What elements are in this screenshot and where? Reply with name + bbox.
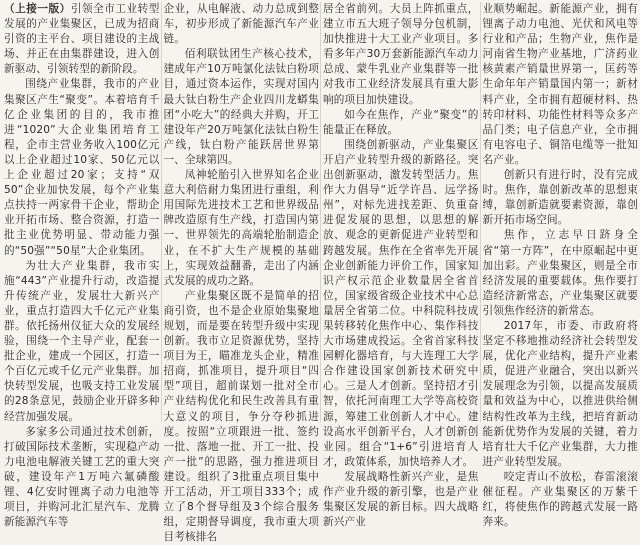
paragraph: 企业，从电解液、动力总成到整车，初步形成了新能源汽车产业链。: [163, 3, 319, 46]
paragraph-text: 引领全市工业转型发展的产业集聚区，已成为招商引资的主平台、项目建设的主战场、并正在由集群建设，进入创新驱动、引领转型的新阶段。: [4, 3, 160, 76]
paragraph: 围绕创新驱动，产业集聚区开启产业转型升级的新路径。突出创新驱动，激发转型活力。焦作大力倡导“近学许昌、远学扬州”，对标先进找差距、负重奋进促发展的思想，以思想的解放、观念的更新促进产业转型和跨越发展。焦作在全省率先开展企业创新能力评价工作，国家知识产权示范企业数量居全省首位，国家级省级企业技术中心总量居全省第二位。中科院科技成果转移转化焦作中心、集作科技大市场建成投运。全省首家科技园孵化器培育，与大连理工大学合作建设国家创新技术研究中心。三是人才创新。坚持招才引智，依托河南理工大学等高校资源，筹建工业创新人才中心。建设高水平创新平台，人才创新创业园。组合“1+6”引进培育人才，政策体系，加快培养人才。: [323, 138, 479, 468]
paragraph: 产业集聚区既不是简单的招商引资，也不是企业原始集聚地规划，而是要在转型升级中实现创新。我市立足资源优势，坚持项目为王，瞄准龙头企业，精准招商，抓准项目，提升项目“四型”项目，超前谋划一批对全市产业结构优化和民生改善具有重大意义的项目，争分夺秒抓进度。按照“立项跟进一批、签约一批、落地一批、开工一批、投产一批”的思路，强力推进项目建设。组织了3批重点项目集中开工活动，开工项目333个；成立了8个督导组及3个综合服务组，定期督导调度，我市重大项目考核排名: [163, 289, 319, 544]
continuation-label: （上接一版）: [4, 3, 71, 15]
paragraph: 多家多公司通过技术创新，打破国际技术垄断，实现稳产动力电池电解液关键工艺的重大突破，建设年产1万吨六氟磷酸锂、4亿安时锂离子动力电池等项目，并购河北汇星汽车、龙腾新能源汽车等: [4, 425, 160, 529]
article-column-3: [323, 2, 479, 529]
paragraph: [4, 2, 160, 77]
paragraph: 凤神轮胎引入世界知名企业意大利倍耐力集团进行重组，利用国际先进技术工艺和世界级品牌改造原有生产线，打造国内第一、世界领先的高端轮胎制造企业，在不扩大生产规模的基础上，实现效益翻番，走出了内涵式发展的成功之路。: [163, 169, 319, 287]
paragraph: 2017年，市委、市政府将坚定不移地推动经济社会转型发展，优化产业结构，提升产业素质，促进产业融合，突出以新兴发展理念为引领，以提高发展质量和效益为中心，以推进供给侧结构性改革为主线，把培育新动能新优势作为发展的关键，着力培育壮大千亿产业集群，大力推进产业转型发展。: [482, 319, 638, 468]
paragraph: 居全省前列。大员上阵抓重点，建立市五大班子领导分包机制，加快推进十大工业产业项目。多看多年产30万套新能源汽车动力总成、蒙牛乳业产业集群等一批对我市工业经济发展具有重大影响的项目加快建设。: [323, 3, 479, 106]
paragraph: 焦作，立志早日跻身全省“第一方阵”，在中原崛起中更加出彩。产业集聚区，则是全市经济发展的重要载体。焦作要打造经济新常态，产业集聚区就要引领焦作经济的新常态。: [482, 229, 638, 317]
paragraph: 佰利联钛团生产核心技术，建成年产10万吨氯化法钛白粉项目，通过资本运作，实现对国内最大钛白粉生产企业四川龙蟒集团“小吃大”的经典大并购，开工建设年产20万吨氯化法钛白粉生产线，钛白粉产能跃居世界第一、全球第四。: [163, 48, 319, 166]
paragraph: 业顺势崛起。新能源产业，拥有锂离子动力电池、光伏和风电等行业和产品；生物产业，焦作是河南省生物产业基地，广济药业核黄素产销量世界第一，匡药等生命年年产销量国内第一；新材料产业，全市拥有超硬材料、热转印材料、功能性材料等众多产品门类；电子信息产业，全市拥有电容电子、铜箔电缆等一批知名产业。: [482, 3, 638, 166]
article-column-1: [4, 2, 160, 529]
paragraph: 创新只有进行时，没有完成时。焦作，靠创新改革的思想束缚，靠创新造就要素资源，靠创新开拓市场空间。: [482, 169, 638, 227]
paragraph: 围绕产业集群，我市的产业集聚区产生“聚变”。本着培育千亿企业集团的目的，我市推进“1020”大企业集团培育工程，企市主营业务收入100亿元以上企业超过10家、50亿元以上企业超过20家；支持“双50”企业加快发展，每个产业集点扶持一两家骨干企业，帮助企业开拓市场、整合资源，打造一批主业优势明显、带动能力强的“50强”“50星”大企业集团。: [4, 78, 160, 257]
paragraph: 咬定青山不放松，春雷滚滚催征程。产业集聚区的万紫千红，将使焦作的跨越式发展一路奔来。: [482, 470, 638, 529]
article-columns: [4, 2, 638, 544]
paragraph: 发展战略性新兴产业，是焦作产业升级的新引擎，也是产业集聚区发展的新目标。四大战略新兴产业: [323, 470, 479, 529]
paragraph: 为壮大产业集群，我市实施“443”产业提升行动，改造提升传统产业，发展壮大新兴产业，重点打造四大千亿元产业集群。依托扬州仪征大众的发展经验，围绕一个主导产业，配套一批企业，建成一个园区，打造一个百亿元或千亿元产业集群。加快转型发展，也吸支持工业发展的28条意见，鼓励企业开辟多种经营加强发展。: [4, 259, 160, 423]
paragraph: 如今在焦作，产业“聚变”的能量正在释放。: [323, 108, 479, 136]
article-column-2: [163, 2, 320, 544]
article-column-4: [482, 2, 639, 529]
